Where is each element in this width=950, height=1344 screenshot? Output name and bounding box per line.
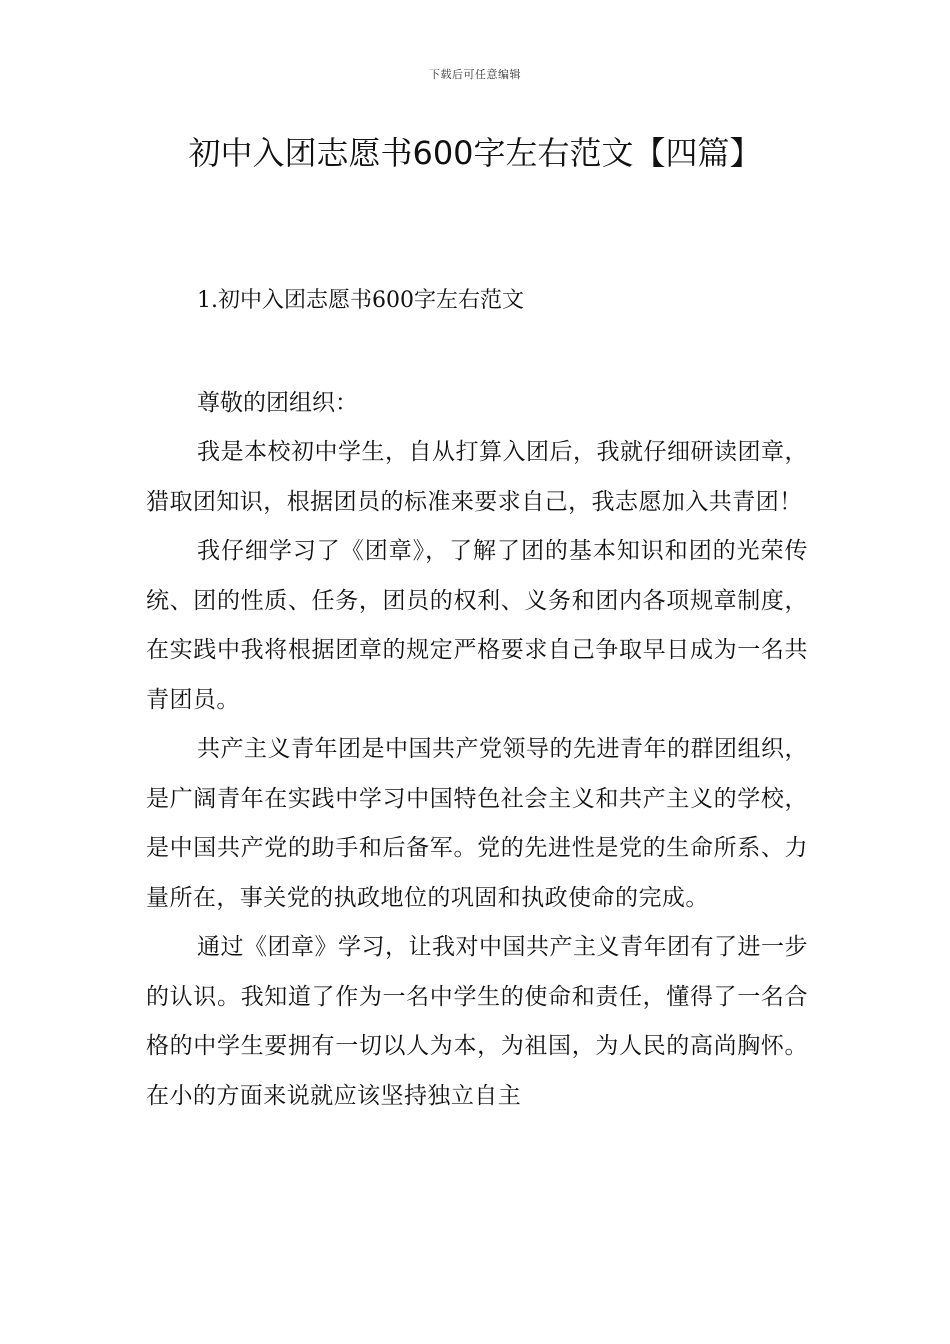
header-note: 下载后可任意编辑 [429,68,521,81]
salutation: 尊敬的团组织： [197,390,358,416]
section-heading: 1.初中入团志愿书600字左右范文 [197,288,524,313]
paragraph-2: 我仔细学习了《团章》，了解了团的基本知识和团的光荣传统、团的性质、任务，团员的权利、义务和团内各项规章制度，在实践中我将根据团章的规定严格要求自己争取早日成为一名共青团员。 [146,538,808,713]
paragraph-1: 我是本校初中学生，自从打算入团后，我就仔细研读团章，猎取团知识，根据团员的标准来要求自己，我志愿加入共青团！ [146,439,808,515]
document-body [146,378,808,1121]
document-title: 初中入团志愿书600字左右范文【四篇】 [188,134,762,172]
paragraph-4: 通过《团章》学习，让我对中国共产主义青年团有了进一步的认识。我知道了作为一名中学生的使命和责任，懂得了一名合格的中学生要拥有一切以人为本，为祖国，为人民的高尚胸怀。在小的方面来说就应该坚持独立自主 [146,934,808,1109]
paragraph-3: 共产主义青年团是中国共产党领导的先进青年的群团组织，是广阔青年在实践中学习中国特色社会主义和共产主义的学校，是中国共产党的助手和后备军。党的先进性是党的生命所系、力量所在，事关党的执政地位的巩固和执政使命的完成。 [146,736,808,911]
